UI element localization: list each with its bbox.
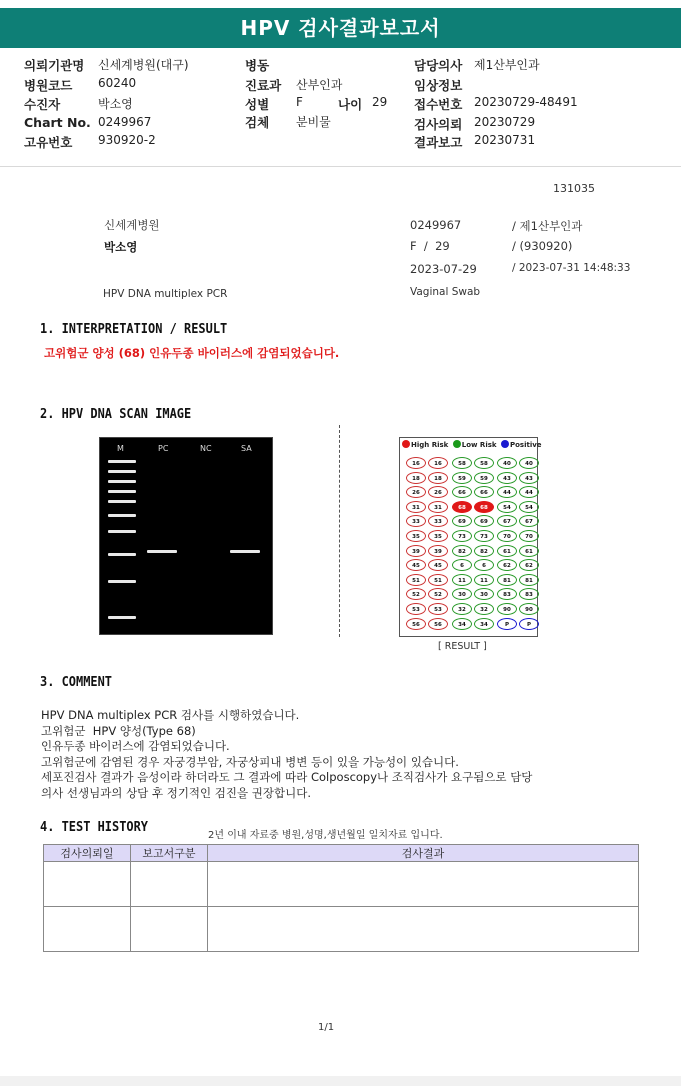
chip-cell: 81 <box>497 574 517 586</box>
legend-positive: Positive <box>509 441 542 449</box>
chip-cell: 69 <box>452 515 472 527</box>
chip-cell: 56 <box>406 618 426 630</box>
gel-ladder-band <box>108 580 136 583</box>
low-risk-dot-icon <box>453 440 461 448</box>
chip-cell: 59 <box>452 472 472 484</box>
chip-cell: 54 <box>519 501 539 513</box>
chip-cell: 6 <box>474 559 494 571</box>
history-cell <box>131 862 208 907</box>
chip-cell: 54 <box>497 501 517 513</box>
chip-cell: 67 <box>519 515 539 527</box>
chip-cell: 32 <box>474 603 494 615</box>
gel-sa-band <box>230 550 260 553</box>
chip-cell: 32 <box>452 603 472 615</box>
gel-ladder-band <box>108 514 136 517</box>
chip-cell: 11 <box>474 574 494 586</box>
patient-dept: / 제1산부인과 <box>512 219 583 233</box>
gel-ladder-band <box>108 500 136 503</box>
value-department: 산부인과 <box>296 78 343 92</box>
chip-cell: 31 <box>406 501 426 513</box>
chip-cell: 16 <box>406 457 426 469</box>
high-risk-dot-icon <box>402 440 410 448</box>
comment-text: HPV DNA multiplex PCR 검사를 시행하였습니다. 고위험군 HPV 양성(Type 68) 인유두종 바이러스에 감염되었습니다. 고위험군에 감염된 경우 자궁경부암, 자궁상피내 병변 등이 있을 가능성이 있습니다. 세포진검사 결과가 음성이라 하더라도 그 결과에 따라 Colposcopy나 조직검사가 요구됨으로 담당 의사 선생님과의 상담 후 정기적인 검진을 권장합니다. <box>41 708 533 800</box>
chip-cell: 70 <box>497 530 517 542</box>
interpretation-result: 고위험군 양성 (68) 인유두종 바이러스에 감염되었습니다. <box>44 346 340 360</box>
chip-cell: 51 <box>406 574 426 586</box>
label-request-date: 검사의뢰 <box>414 117 463 132</box>
label-specimen: 검체 <box>245 115 270 130</box>
gel-lane-label: NC <box>200 444 212 453</box>
chip-cell: 58 <box>452 457 472 469</box>
value-hospital-code: 60240 <box>98 76 137 90</box>
label-ward: 병동 <box>245 58 270 73</box>
gel-ladder-band <box>108 553 136 556</box>
page-indicator: 1/1 <box>318 1022 335 1033</box>
label-hospital-code: 병원코드 <box>24 78 73 93</box>
value-age: 29 <box>372 95 388 109</box>
patient-id-short: / (930920) <box>512 239 573 253</box>
section-interpretation-title: 1. INTERPRETATION / RESULT <box>40 322 228 337</box>
report-title: HPV 검사결과보고서 <box>0 8 681 48</box>
chip-cell: 73 <box>452 530 472 542</box>
history-cell <box>131 907 208 952</box>
chip-result-label: [ RESULT ] <box>438 641 487 652</box>
history-note: 2년 이내 자료중 병원,성명,생년월일 일치자료 입니다. <box>208 830 443 841</box>
value-sex: F <box>296 95 303 109</box>
chip-cell: 62 <box>519 559 539 571</box>
chip-cell: 39 <box>428 545 448 557</box>
chip-cell: 67 <box>497 515 517 527</box>
chip-cell: 56 <box>428 618 448 630</box>
history-cell <box>44 907 131 952</box>
chip-cell: 61 <box>497 545 517 557</box>
chip-cell: 68 <box>474 501 494 513</box>
chip-cell: 68 <box>452 501 472 513</box>
label-unique-id: 고유번호 <box>24 135 73 150</box>
chip-cell: 26 <box>428 486 448 498</box>
chip-cell: 43 <box>519 472 539 484</box>
chip-cell: 70 <box>519 530 539 542</box>
table-row <box>44 907 639 952</box>
chip-cell: 18 <box>406 472 426 484</box>
history-col-report-type: 보고서구분 <box>131 845 208 862</box>
patient-date-received: 2023-07-29 <box>410 262 477 276</box>
value-patient: 박소영 <box>98 97 133 111</box>
chip-cell: 90 <box>497 603 517 615</box>
legend-high-risk: High Risk <box>411 441 449 449</box>
report-code: 131035 <box>553 182 595 195</box>
history-col-result: 검사결과 <box>208 845 639 862</box>
chip-cell: 53 <box>406 603 426 615</box>
chip-cell: 34 <box>452 618 472 630</box>
chip-cell: 73 <box>474 530 494 542</box>
gel-electrophoresis-image <box>99 437 273 635</box>
label-receipt-no: 접수번호 <box>414 97 463 112</box>
patient-hospital: 신세계병원 <box>104 218 160 232</box>
patient-test-name: HPV DNA multiplex PCR <box>103 288 228 300</box>
chip-cell: 31 <box>428 501 448 513</box>
chip-legend <box>402 440 542 449</box>
history-cell <box>44 862 131 907</box>
table-row <box>44 862 639 907</box>
chip-cell: 18 <box>428 472 448 484</box>
gel-ladder-band <box>108 460 136 463</box>
value-unique-id: 930920-2 <box>98 133 156 147</box>
section-scan-image-title: 2. HPV DNA SCAN IMAGE <box>40 407 192 422</box>
chip-cell: 44 <box>519 486 539 498</box>
gel-ladder-band <box>108 490 136 493</box>
gel-ladder-band <box>108 470 136 473</box>
legend-low-risk: Low Risk <box>461 441 497 449</box>
chip-cell: 40 <box>519 457 539 469</box>
chip-cell: 16 <box>428 457 448 469</box>
value-chart-no: 0249967 <box>98 115 152 129</box>
value-specimen: 분비물 <box>296 115 331 129</box>
label-patient: 수진자 <box>24 97 61 112</box>
label-requesting-institution: 의뢰기관명 <box>24 58 85 73</box>
chip-cell: 39 <box>406 545 426 557</box>
chip-cell: 81 <box>519 574 539 586</box>
label-clinical-info: 임상정보 <box>414 78 463 93</box>
chip-cell: 30 <box>474 588 494 600</box>
chip-cell: 52 <box>406 588 426 600</box>
chip-cell: 69 <box>474 515 494 527</box>
chip-cell: 44 <box>497 486 517 498</box>
value-request-date: 20230729 <box>474 115 536 129</box>
gel-ladder-band <box>108 530 136 533</box>
history-col-request-date: 검사의뢰일 <box>44 845 131 862</box>
chip-cell: 33 <box>428 515 448 527</box>
patient-sex-age: F / 29 <box>410 239 450 253</box>
patient-date-reported: / 2023-07-31 14:48:33 <box>512 262 631 274</box>
chip-cell: 58 <box>474 457 494 469</box>
chip-cell: 45 <box>406 559 426 571</box>
gel-lane-label: PC <box>158 444 169 453</box>
label-physician: 담당의사 <box>414 58 463 73</box>
history-header-row <box>44 845 639 862</box>
label-chart-no: Chart No. <box>24 115 91 130</box>
patient-chart-no: 0249967 <box>410 218 462 232</box>
chip-cell: 52 <box>428 588 448 600</box>
chip-cell: 83 <box>519 588 539 600</box>
chip-cell: 6 <box>452 559 472 571</box>
value-receipt-no: 20230729-48491 <box>474 95 578 109</box>
chip-cell: 66 <box>452 486 472 498</box>
positive-dot-icon <box>501 440 509 448</box>
label-sex: 성별 <box>245 97 270 112</box>
chip-cell: 11 <box>452 574 472 586</box>
gel-ladder-band <box>108 480 136 483</box>
chip-cell: 33 <box>406 515 426 527</box>
chip-cell: 40 <box>497 457 517 469</box>
chip-cell: 26 <box>406 486 426 498</box>
section-comment-title: 3. COMMENT <box>40 675 113 690</box>
chip-cell: 83 <box>497 588 517 600</box>
patient-name: 박소영 <box>104 240 138 254</box>
label-age: 나이 <box>338 97 363 112</box>
chip-cell: P <box>497 618 517 630</box>
chip-cell: 45 <box>428 559 448 571</box>
history-table <box>43 844 639 952</box>
value-physician: 제1산부인과 <box>474 58 540 72</box>
chip-cell: 90 <box>519 603 539 615</box>
chip-cell: 82 <box>452 545 472 557</box>
chip-cell: 61 <box>519 545 539 557</box>
hpv-chip-grid <box>399 437 542 637</box>
value-report-date: 20230731 <box>474 133 536 147</box>
chip-cell: 66 <box>474 486 494 498</box>
gel-lane-label: SA <box>241 444 252 453</box>
patient-specimen: Vaginal Swab <box>410 286 481 298</box>
label-report-date: 결과보고 <box>414 135 463 150</box>
chip-cell: 62 <box>497 559 517 571</box>
chip-cell: 59 <box>474 472 494 484</box>
chip-cell: 35 <box>428 530 448 542</box>
chip-cell: 53 <box>428 603 448 615</box>
gel-lane-label: M <box>117 444 124 453</box>
chip-cell: 82 <box>474 545 494 557</box>
section-history-title: 4. TEST HISTORY <box>40 820 149 835</box>
gel-ladder-band <box>108 616 136 619</box>
chip-cell: 34 <box>474 618 494 630</box>
value-requesting-institution: 신세계병원(대구) <box>98 58 189 72</box>
history-cell <box>208 862 639 907</box>
header-info <box>0 48 681 167</box>
gel-pc-band <box>147 550 177 553</box>
chip-cell: 43 <box>497 472 517 484</box>
chip-cell: 51 <box>428 574 448 586</box>
chip-cell: P <box>519 618 539 630</box>
chip-cell: 35 <box>406 530 426 542</box>
chip-cell: 30 <box>452 588 472 600</box>
label-department: 진료과 <box>245 78 282 93</box>
history-cell <box>208 907 639 952</box>
divider-dashed <box>339 425 340 637</box>
